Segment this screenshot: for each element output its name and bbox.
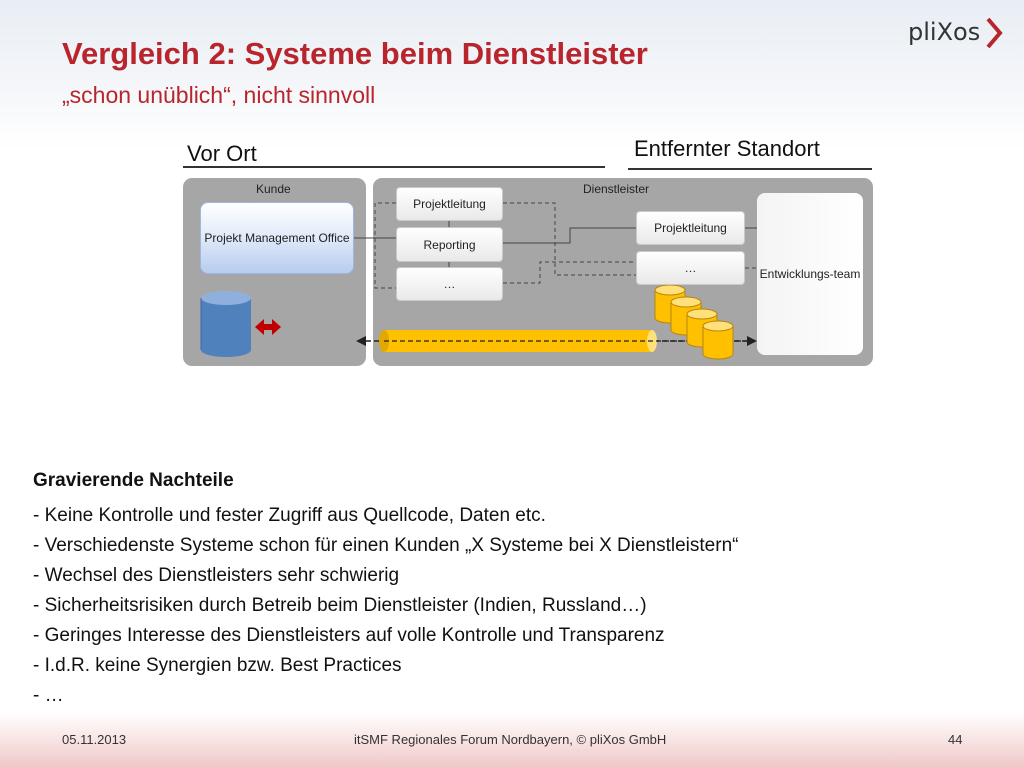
list-item: - Sicherheitsrisiken durch Betreib beim Dienstleister (Indien, Russland…): [33, 595, 647, 616]
list-item: - I.d.R. keine Synergien bzw. Best Practices: [33, 655, 402, 676]
list-item: - Wechsel des Dienstleisters sehr schwierig: [33, 565, 400, 586]
remote-box-projektleitung: Projektleitung: [636, 211, 745, 245]
customer-panel-label: Kunde: [256, 182, 291, 196]
red-double-arrow-icon: [255, 319, 281, 335]
provider-databases-icon: [655, 285, 733, 359]
location-onsite-label: Vor Ort: [187, 141, 257, 166]
disadvantages-heading: Gravierende Nachteile: [33, 470, 234, 491]
customer-database-icon: [201, 291, 251, 357]
remote-box-more: …: [636, 251, 745, 285]
footer-page-number: 44: [948, 732, 963, 747]
provider-panel-label: Dienstleister: [583, 182, 650, 196]
footer-date: 05.11.2013: [62, 732, 127, 747]
location-remote-label: Entfernter Standort: [634, 136, 820, 161]
footer-center-text: itSMF Regionales Forum Nordbayern, © pliXos GmbH: [354, 732, 667, 747]
list-item: - …: [33, 685, 64, 706]
provider-box-projektleitung: Projektleitung: [396, 187, 503, 221]
provider-box-more: …: [396, 267, 503, 301]
slide-subtitle: „schon unüblich“, nicht sinnvoll: [62, 82, 376, 108]
slide-title: Vergleich 2: Systeme beim Dienstleister: [62, 36, 648, 71]
list-item: - Verschiedenste Systeme schon für einen Kunden „X Systeme bei X Dienstleistern“: [33, 535, 739, 556]
development-team-box: Entwicklungs-team: [757, 193, 863, 355]
list-item: - Geringes Interesse des Dienstleisters auf volle Kontrolle und Transparenz: [33, 625, 665, 646]
disadvantages-list: [33, 501, 738, 711]
project-management-office-box: Projekt Management Office: [200, 202, 354, 274]
list-item: - Keine Kontrolle und fester Zugriff aus Quellcode, Daten etc.: [33, 505, 546, 526]
provider-box-reporting: Reporting: [396, 227, 503, 262]
logo-text: pliXos: [908, 18, 981, 46]
